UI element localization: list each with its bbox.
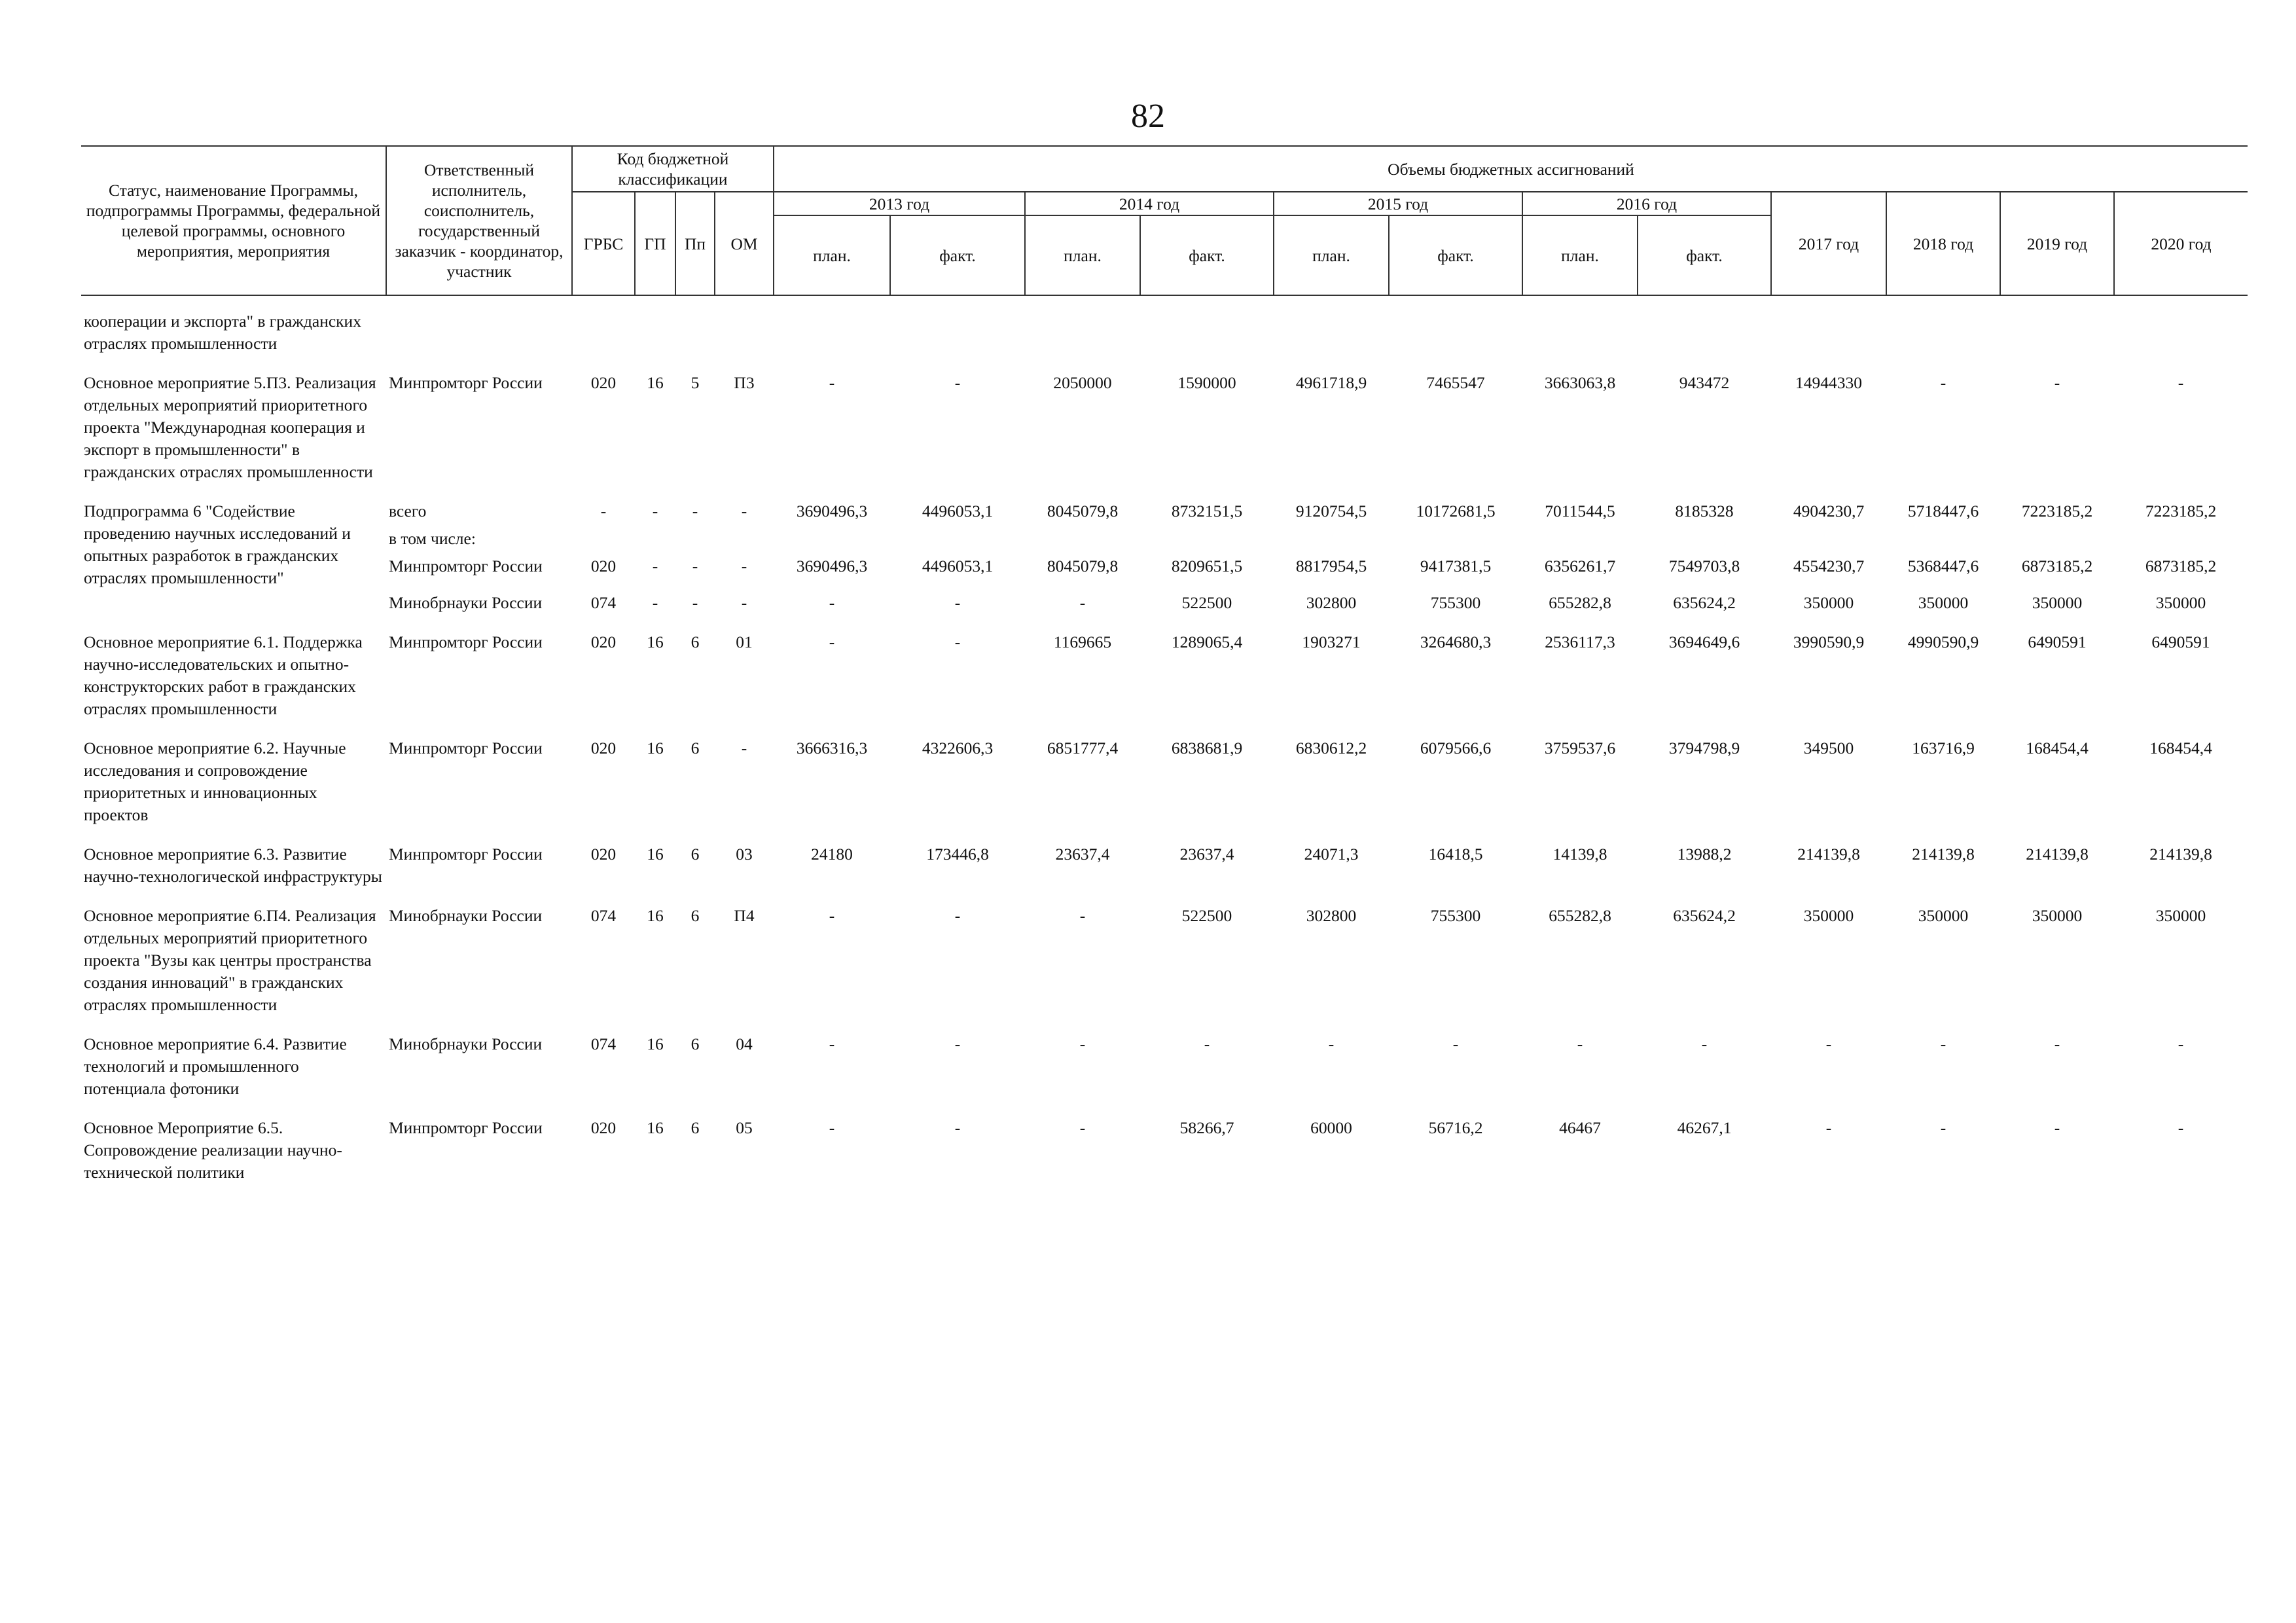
value-cell: 7011544,5 bbox=[1545, 501, 1615, 520]
value-cell: - bbox=[1079, 593, 1086, 612]
row-executor: Минобрнауки России bbox=[389, 1034, 543, 1053]
row-executor: Минобрнауки России bbox=[389, 593, 543, 612]
value-cell bbox=[2000, 522, 2114, 550]
value-cell: - bbox=[1940, 1118, 1946, 1137]
value-cell: 46467 bbox=[1559, 1118, 1601, 1137]
value-cell: 3690496,3 bbox=[796, 501, 868, 520]
code-cell bbox=[572, 310, 635, 355]
value-cell: - bbox=[954, 1034, 961, 1053]
value-cell: 9120754,5 bbox=[1295, 501, 1367, 520]
header-year-2015: 2015 год bbox=[1274, 192, 1522, 215]
value-cell: - bbox=[954, 373, 961, 392]
value-cell: 23637,4 bbox=[1179, 845, 1234, 864]
row-name: Подпрограмма 6 "Содействие проведению научных исследований и опытных разработок в гражданских отраслях промышленности" bbox=[84, 501, 351, 587]
code-cell: - bbox=[652, 593, 658, 612]
value-cell: 943472 bbox=[1679, 373, 1730, 392]
value-cell: 4322606,3 bbox=[922, 739, 994, 757]
value-cell: 5368447,6 bbox=[1907, 556, 1979, 575]
value-cell: 6490591 bbox=[2028, 632, 2087, 651]
table-row bbox=[81, 372, 2248, 483]
code-cell bbox=[635, 310, 675, 355]
value-cell bbox=[1389, 310, 1522, 355]
value-cell: 302800 bbox=[1306, 593, 1357, 612]
code-cell: 16 bbox=[647, 739, 664, 757]
value-cell: 6356261,7 bbox=[1544, 556, 1616, 575]
row-name: Основное мероприятие 6.1. Поддержка научно-исследовательских и опытно-конструкторских работ в гражданских отраслях промышленности bbox=[84, 632, 363, 718]
value-cell: - bbox=[2054, 373, 2060, 392]
value-cell bbox=[2000, 310, 2114, 355]
code-cell: 01 bbox=[736, 632, 753, 651]
value-cell: - bbox=[829, 1118, 835, 1137]
header-fact: факт. bbox=[1389, 215, 1522, 295]
table-row bbox=[81, 550, 2248, 577]
code-cell: 020 bbox=[590, 556, 617, 575]
value-cell: 2050000 bbox=[1053, 373, 1112, 392]
row-name: Основное Мероприятие 6.5. Сопровождение реализации научно-технической политики bbox=[84, 1118, 342, 1182]
code-cell: 03 bbox=[736, 845, 753, 864]
header-year-2014: 2014 год bbox=[1025, 192, 1274, 215]
value-cell: 3794798,9 bbox=[1668, 739, 1740, 757]
row-name: кооперации и экспорта" в гражданских отраслях промышленности bbox=[84, 312, 361, 353]
code-cell: 16 bbox=[647, 1118, 664, 1137]
code-cell: 6 bbox=[691, 632, 700, 651]
code-cell: 020 bbox=[590, 1118, 617, 1137]
code-cell: 6 bbox=[691, 906, 700, 925]
value-cell: 6838681,9 bbox=[1171, 739, 1243, 757]
code-cell: - bbox=[652, 556, 658, 575]
code-cell: 6 bbox=[691, 739, 700, 757]
value-cell bbox=[1638, 310, 1771, 355]
value-cell: 24071,3 bbox=[1304, 845, 1359, 864]
table-row bbox=[81, 905, 2248, 1016]
code-cell bbox=[715, 522, 774, 550]
code-cell: - bbox=[600, 501, 607, 520]
value-cell: 1590000 bbox=[1177, 373, 1236, 392]
code-cell: 16 bbox=[647, 1034, 664, 1053]
table-body bbox=[81, 295, 2248, 1184]
table-row bbox=[81, 310, 2248, 355]
value-cell: - bbox=[829, 906, 835, 925]
value-cell: 2536117,3 bbox=[1545, 632, 1615, 651]
table-row bbox=[81, 1117, 2248, 1184]
row-name: Основное мероприятие 5.П3. Реализация отдельных мероприятий приоритетного проекта "Международная кооперация и экспорт в промышленности" в гражданских отраслях промышленности bbox=[84, 373, 376, 481]
value-cell bbox=[1274, 522, 1389, 550]
value-cell: 4961718,9 bbox=[1295, 373, 1367, 392]
value-cell: 7465547 bbox=[1426, 373, 1485, 392]
code-cell: 020 bbox=[590, 845, 617, 864]
code-cell: 5 bbox=[691, 373, 700, 392]
value-cell: 6873185,2 bbox=[2145, 556, 2217, 575]
value-cell: 350000 bbox=[2155, 593, 2206, 612]
table-row bbox=[81, 843, 2248, 888]
value-cell: - bbox=[1452, 1034, 1459, 1053]
code-cell: 020 bbox=[590, 632, 617, 651]
value-cell: 10172681,5 bbox=[1416, 501, 1496, 520]
value-cell: 214139,8 bbox=[1797, 845, 1860, 864]
value-cell: 14944330 bbox=[1795, 373, 1862, 392]
header-code-gp: ГП bbox=[635, 192, 675, 295]
value-cell: - bbox=[954, 593, 961, 612]
value-cell: 9417381,5 bbox=[1420, 556, 1492, 575]
code-cell: - bbox=[652, 501, 658, 520]
header-year-2016: 2016 год bbox=[1522, 192, 1771, 215]
value-cell: 214139,8 bbox=[2026, 845, 2089, 864]
value-cell bbox=[774, 522, 890, 550]
value-cell: - bbox=[829, 593, 835, 612]
header-fact: факт. bbox=[1140, 215, 1274, 295]
value-cell: - bbox=[1825, 1118, 1832, 1137]
code-cell: - bbox=[741, 739, 747, 757]
value-cell: 350000 bbox=[1918, 906, 1969, 925]
value-cell: 58266,7 bbox=[1179, 1118, 1234, 1137]
row-executor: Минпромторг России bbox=[389, 1118, 543, 1137]
value-cell: 3990590,9 bbox=[1793, 632, 1865, 651]
value-cell: 214139,8 bbox=[1912, 845, 1975, 864]
value-cell: - bbox=[1079, 1118, 1086, 1137]
value-cell bbox=[890, 522, 1025, 550]
row-executor bbox=[386, 310, 572, 355]
value-cell: 8817954,5 bbox=[1295, 556, 1367, 575]
value-cell: - bbox=[1204, 1034, 1210, 1053]
value-cell: 302800 bbox=[1306, 906, 1357, 925]
code-cell: - bbox=[741, 556, 747, 575]
value-cell: 1289065,4 bbox=[1171, 632, 1243, 651]
code-cell bbox=[675, 522, 715, 550]
value-cell: 6490591 bbox=[2151, 632, 2210, 651]
code-cell: 020 bbox=[590, 739, 617, 757]
header-plan: план. bbox=[1025, 215, 1140, 295]
code-cell: 074 bbox=[590, 906, 617, 925]
row-executor: Минобрнауки России bbox=[389, 906, 543, 925]
header-year-2018: 2018 год bbox=[1886, 192, 2000, 295]
header-year-2017: 2017 год bbox=[1771, 192, 1886, 295]
value-cell: 755300 bbox=[1430, 593, 1481, 612]
value-cell bbox=[1886, 522, 2000, 550]
value-cell: 522500 bbox=[1181, 593, 1232, 612]
row-executor: Минпромторг России bbox=[389, 373, 543, 392]
value-cell: - bbox=[2178, 1118, 2184, 1137]
value-cell bbox=[1638, 522, 1771, 550]
value-cell: - bbox=[1577, 1034, 1583, 1053]
header-plan: план. bbox=[1274, 215, 1389, 295]
code-cell bbox=[715, 310, 774, 355]
code-cell: П3 bbox=[734, 373, 755, 392]
value-cell: - bbox=[829, 373, 835, 392]
value-cell: - bbox=[1940, 1034, 1946, 1053]
value-cell bbox=[2114, 310, 2248, 355]
value-cell: 635624,2 bbox=[1673, 593, 1736, 612]
value-cell: 13988,2 bbox=[1677, 845, 1732, 864]
table-row bbox=[81, 522, 2248, 550]
value-cell: 3690496,3 bbox=[796, 556, 868, 575]
value-cell: 3663063,8 bbox=[1544, 373, 1616, 392]
code-cell: - bbox=[741, 593, 747, 612]
value-cell: 214139,8 bbox=[2149, 845, 2212, 864]
value-cell bbox=[774, 310, 890, 355]
value-cell: 7549703,8 bbox=[1668, 556, 1740, 575]
value-cell: 6851777,4 bbox=[1047, 739, 1119, 757]
code-cell: 16 bbox=[647, 632, 664, 651]
page-number: 82 bbox=[1131, 98, 1165, 135]
value-cell: 350000 bbox=[1803, 593, 1854, 612]
value-cell: 3759537,6 bbox=[1544, 739, 1616, 757]
value-cell: - bbox=[2178, 1034, 2184, 1053]
header-plan: план. bbox=[1522, 215, 1638, 295]
value-cell: 655282,8 bbox=[1549, 593, 1611, 612]
value-cell: 655282,8 bbox=[1549, 906, 1611, 925]
value-cell: 350000 bbox=[1918, 593, 1969, 612]
table-row bbox=[81, 631, 2248, 720]
value-cell bbox=[2114, 522, 2248, 550]
code-cell: 074 bbox=[590, 1034, 617, 1053]
value-cell bbox=[1140, 522, 1274, 550]
header-year-2020: 2020 год bbox=[2114, 192, 2248, 295]
value-cell bbox=[1886, 310, 2000, 355]
row-executor: Минпромторг России bbox=[389, 556, 543, 575]
value-cell: 635624,2 bbox=[1673, 906, 1736, 925]
value-cell: 349500 bbox=[1803, 739, 1854, 757]
code-cell: - bbox=[692, 556, 698, 575]
value-cell: 4990590,9 bbox=[1907, 632, 1979, 651]
value-cell: 7223185,2 bbox=[2021, 501, 2093, 520]
value-cell: 3666316,3 bbox=[796, 739, 868, 757]
code-cell: 020 bbox=[590, 373, 617, 392]
row-executor: Минпромторг России bbox=[389, 845, 543, 864]
code-cell: П4 bbox=[734, 906, 755, 925]
value-cell: 24180 bbox=[811, 845, 853, 864]
value-cell: - bbox=[829, 1034, 835, 1053]
value-cell: 8732151,5 bbox=[1171, 501, 1243, 520]
table-row bbox=[81, 1033, 2248, 1100]
value-cell bbox=[1274, 310, 1389, 355]
row-executor: в том числе: bbox=[389, 529, 476, 548]
header-year-2013: 2013 год bbox=[774, 192, 1025, 215]
value-cell: 1169665 bbox=[1053, 632, 1112, 651]
value-cell: - bbox=[1079, 906, 1086, 925]
row-executor: Минпромторг России bbox=[389, 739, 543, 757]
code-cell: 16 bbox=[647, 373, 664, 392]
value-cell: - bbox=[1701, 1034, 1708, 1053]
value-cell: 350000 bbox=[2032, 906, 2083, 925]
value-cell: 3694649,6 bbox=[1668, 632, 1740, 651]
row-executor: всего bbox=[389, 501, 427, 520]
value-cell: 350000 bbox=[1803, 906, 1854, 925]
value-cell bbox=[1389, 522, 1522, 550]
table-row bbox=[81, 577, 2248, 614]
value-cell: - bbox=[2178, 373, 2184, 392]
value-cell: 4496053,1 bbox=[922, 501, 994, 520]
value-cell bbox=[1771, 310, 1886, 355]
header-allocations: Объемы бюджетных ассигнований bbox=[774, 146, 2248, 192]
table-row bbox=[81, 500, 2248, 522]
value-cell: 6079566,6 bbox=[1420, 739, 1492, 757]
value-cell: 7223185,2 bbox=[2145, 501, 2217, 520]
row-executor: Минпромторг России bbox=[389, 632, 543, 651]
header-code-om: ОМ bbox=[715, 192, 774, 295]
value-cell: 173446,8 bbox=[926, 845, 989, 864]
value-cell: 4904230,7 bbox=[1793, 501, 1865, 520]
value-cell: 5718447,6 bbox=[1907, 501, 1979, 520]
value-cell: - bbox=[829, 632, 835, 651]
value-cell: 23637,4 bbox=[1055, 845, 1110, 864]
code-cell: - bbox=[692, 501, 698, 520]
value-cell: 6873185,2 bbox=[2021, 556, 2093, 575]
budget-table bbox=[81, 145, 2248, 1184]
value-cell: - bbox=[2054, 1034, 2060, 1053]
code-cell: 16 bbox=[647, 906, 664, 925]
value-cell: - bbox=[2054, 1118, 2060, 1137]
value-cell: - bbox=[1825, 1034, 1832, 1053]
code-cell: 6 bbox=[691, 845, 700, 864]
header-fact: факт. bbox=[1638, 215, 1771, 295]
value-cell: 8045079,8 bbox=[1047, 501, 1119, 520]
value-cell: - bbox=[1328, 1034, 1335, 1053]
code-cell: 16 bbox=[647, 845, 664, 864]
header-plan: план. bbox=[774, 215, 890, 295]
code-cell: 6 bbox=[691, 1118, 700, 1137]
row-name: Основное мероприятие 6.П4. Реализация отдельных мероприятий приоритетного проекта "Вузы как центры пространства создания инноваций" в гражданских отраслях промышленности bbox=[84, 906, 376, 1014]
value-cell: 168454,4 bbox=[2149, 739, 2212, 757]
value-cell bbox=[1025, 310, 1140, 355]
row-name: Основное мероприятие 6.4. Развитие технологий и промышленного потенциала фотоники bbox=[84, 1034, 347, 1098]
value-cell: 8045079,8 bbox=[1047, 556, 1119, 575]
value-cell: 163716,9 bbox=[1912, 739, 1975, 757]
value-cell: 16418,5 bbox=[1428, 845, 1483, 864]
row-name: Основное мероприятие 6.2. Научные исследования и сопровождение приоритетных и инновационных проектов bbox=[84, 739, 346, 824]
value-cell: 4496053,1 bbox=[922, 556, 994, 575]
value-cell bbox=[1771, 522, 1886, 550]
value-cell bbox=[1025, 522, 1140, 550]
value-cell: 3264680,3 bbox=[1420, 632, 1492, 651]
value-cell bbox=[890, 310, 1025, 355]
value-cell: 350000 bbox=[2032, 593, 2083, 612]
table-header bbox=[81, 146, 2248, 295]
value-cell bbox=[1522, 522, 1638, 550]
value-cell: - bbox=[1079, 1034, 1086, 1053]
value-cell: 4554230,7 bbox=[1793, 556, 1865, 575]
value-cell bbox=[1140, 310, 1274, 355]
value-cell bbox=[1522, 310, 1638, 355]
value-cell: - bbox=[954, 906, 961, 925]
value-cell: 168454,4 bbox=[2026, 739, 2089, 757]
code-cell bbox=[675, 310, 715, 355]
value-cell: 46267,1 bbox=[1677, 1118, 1732, 1137]
code-cell bbox=[635, 522, 675, 550]
value-cell: 56716,2 bbox=[1428, 1118, 1483, 1137]
table-row bbox=[81, 737, 2248, 826]
header-budget-code: Код бюджетной классификации bbox=[572, 146, 774, 192]
value-cell: 8185328 bbox=[1675, 501, 1734, 520]
value-cell: 60000 bbox=[1310, 1118, 1352, 1137]
code-cell: 074 bbox=[590, 593, 617, 612]
header-year-2019: 2019 год bbox=[2000, 192, 2114, 295]
header-name-column: Статус, наименование Программы, подпрограммы Программы, федеральной целевой программы, основного мероприятия, мероприятия bbox=[81, 146, 386, 295]
value-cell: - bbox=[954, 632, 961, 651]
code-cell: - bbox=[692, 593, 698, 612]
value-cell: 6830612,2 bbox=[1295, 739, 1367, 757]
row-name: Основное мероприятие 6.3. Развитие научно-технологической инфраструктуры bbox=[84, 845, 382, 886]
value-cell: 522500 bbox=[1181, 906, 1232, 925]
header-code-pp: Пп bbox=[675, 192, 715, 295]
header-executor-column: Ответственный исполнитель, соисполнитель, государственный заказчик - координатор, участник bbox=[386, 146, 572, 295]
value-cell: 8209651,5 bbox=[1171, 556, 1243, 575]
value-cell: 1903271 bbox=[1302, 632, 1361, 651]
value-cell: - bbox=[1940, 373, 1946, 392]
header-fact: факт. bbox=[890, 215, 1025, 295]
value-cell: - bbox=[954, 1118, 961, 1137]
header-code-grbs: ГРБС bbox=[572, 192, 635, 295]
value-cell: 350000 bbox=[2155, 906, 2206, 925]
code-cell: 05 bbox=[736, 1118, 753, 1137]
code-cell: 04 bbox=[736, 1034, 753, 1053]
code-cell: 6 bbox=[691, 1034, 700, 1053]
code-cell: - bbox=[741, 501, 747, 520]
value-cell: 755300 bbox=[1430, 906, 1481, 925]
code-cell bbox=[572, 522, 635, 550]
value-cell: 14139,8 bbox=[1552, 845, 1607, 864]
